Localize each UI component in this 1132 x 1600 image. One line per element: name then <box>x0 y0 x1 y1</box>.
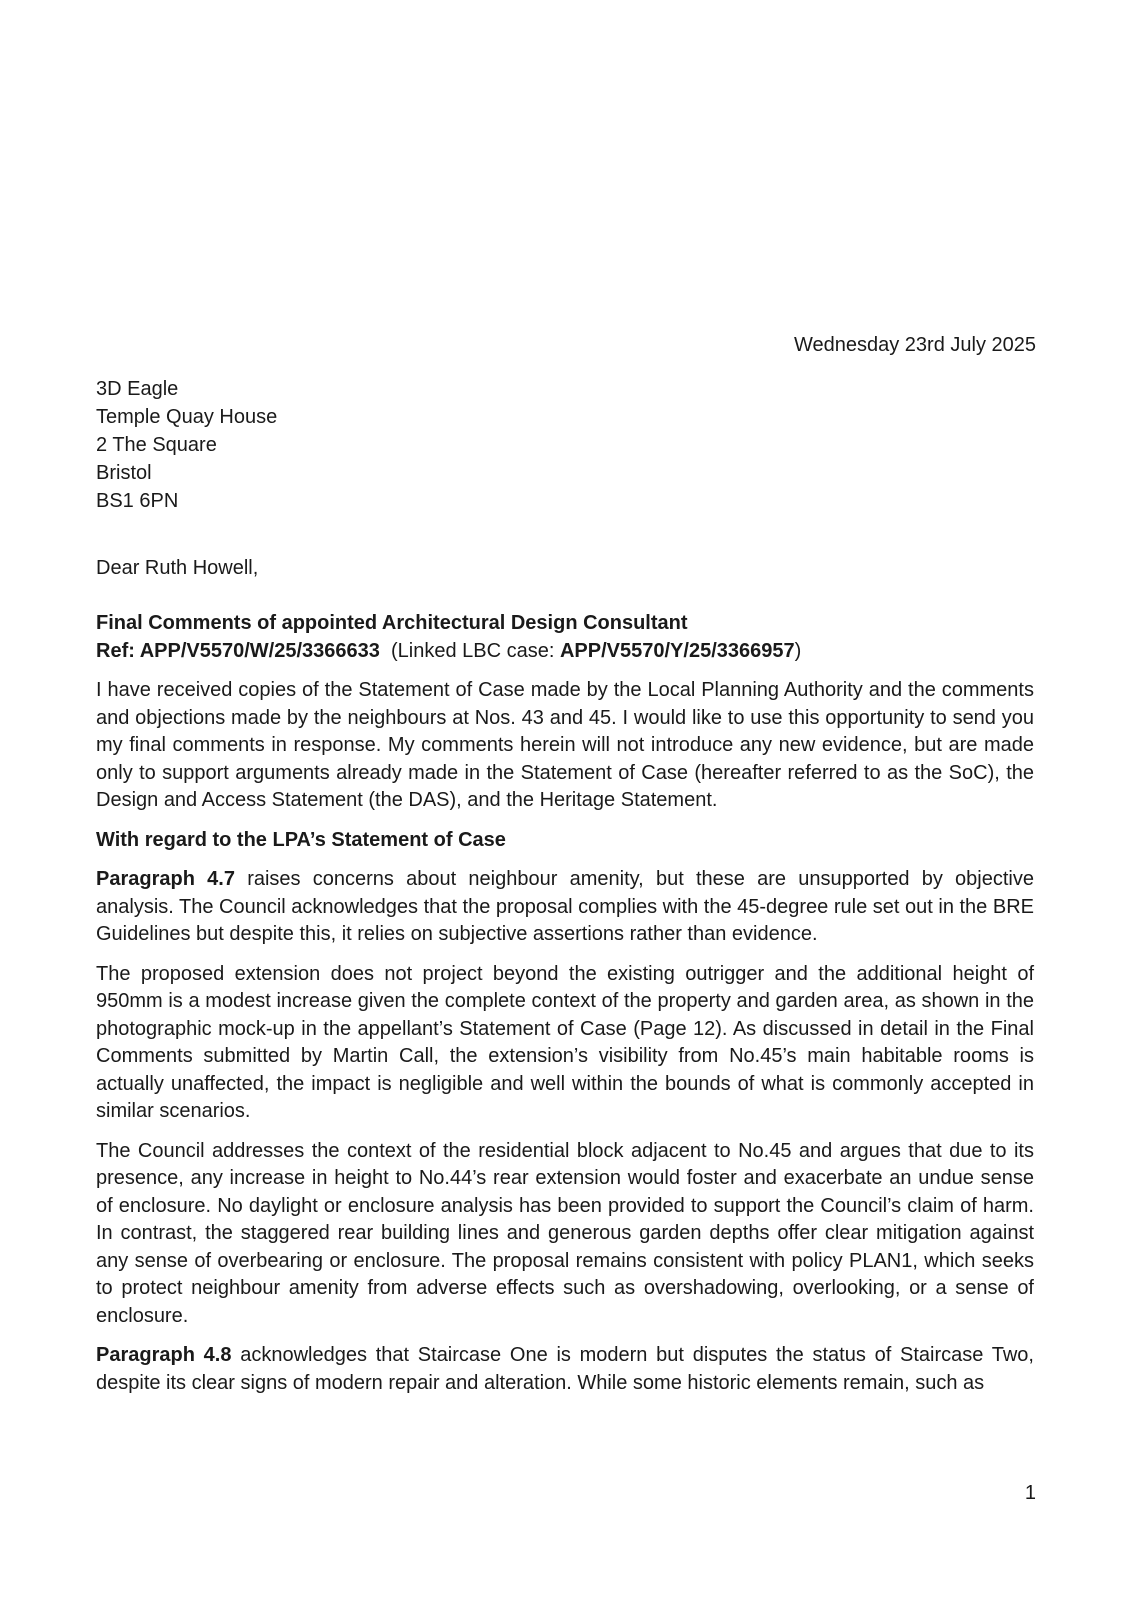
paragraph-4-8 <box>96 1342 1034 1397</box>
address-line: Bristol <box>96 462 152 484</box>
paragraph-text: acknowledges that Staircase One is modern but disputes the status of Staircase Two, despite its clear signs of modern repair and alteration. While some historic elements remain, such as <box>96 1344 1034 1394</box>
linked-case-prefix: (Linked LBC case: <box>391 639 560 662</box>
letter-body <box>96 610 1034 1409</box>
section-heading: With regard to the LPA’s Statement of Case <box>96 828 506 851</box>
salutation: Dear Ruth Howell, <box>96 557 259 579</box>
subject-line: Final Comments of appointed Architectural Design Consultant <box>96 612 688 634</box>
council-paragraph: The Council addresses the context of the residential block adjacent to No.45 and argues that due to its presence, any increase in height to No.44’s rear extension would foster and exacerbate an undue sense of enclosure. No daylight or enclosure analysis has been provided to support the Council’s claim of harm. In contrast, the staggered rear building lines and generous garden depths offer clear mitigation against any sense of overbearing or enclosure. The proposal remains consistent with policy PLAN1, which seeks to protect neighbour amenity from adverse effects such as overshadowing, overlooking, or a sense of enclosure. <box>96 1139 1034 1327</box>
address-line: Temple Quay House <box>96 406 278 428</box>
paragraph-4-7 <box>96 866 1034 949</box>
page-number: 1 <box>1024 1482 1036 1504</box>
address-line: 2 The Square <box>96 434 217 456</box>
address-line: 3D Eagle <box>96 378 179 400</box>
intro-paragraph: I have received copies of the Statement of Case made by the Local Planning Authority and the comments and objections made by the neighbours at Nos. 43 and 45. I would like to use this opportunity to send you my final comments in response. My comments herein will not introduce any new evidence, but are made only to support arguments already made in the Statement of Case (hereafter referred to as the SoC), the Design and Access Statement (the DAS), and the Heritage Statement. <box>96 679 1034 811</box>
paragraph-text: raises concerns about neighbour amenity, but these are unsupported by objective analysis. The Council acknowledges that the proposal complies with the 45-degree rule set out in the BRE Guidelines but despite this, it relies on subjective assertions rather than evidence. <box>96 868 1034 945</box>
linked-case-number: APP/V5570/Y/25/3366957 <box>559 639 795 662</box>
paragraph-label: Paragraph 4.8 <box>96 1344 232 1366</box>
linked-case-suffix: ) <box>794 639 802 662</box>
letter-date: Wednesday 23rd July 2025 <box>793 334 1036 356</box>
paragraph-label: Paragraph 4.7 <box>96 868 235 890</box>
reference-number: Ref: APP/V5570/W/25/3366633 <box>96 639 380 662</box>
recipient-address <box>96 375 277 515</box>
address-line: BS1 6PN <box>96 490 179 512</box>
reference-line <box>96 638 1034 666</box>
extension-paragraph: The proposed extension does not project beyond the existing outrigger and the additional height of 950mm is a modest increase given the complete context of the property and garden area, as shown in the photographic mock-up in the appellant’s Statement of Case (Page 12). As discussed in detail in the Final Comments submitted by Martin Call, the extension’s visibility from No.45’s main habitable rooms is actually unaffected, the impact is negligible and well within the bounds of what is commonly accepted in similar scenarios. <box>96 962 1034 1122</box>
